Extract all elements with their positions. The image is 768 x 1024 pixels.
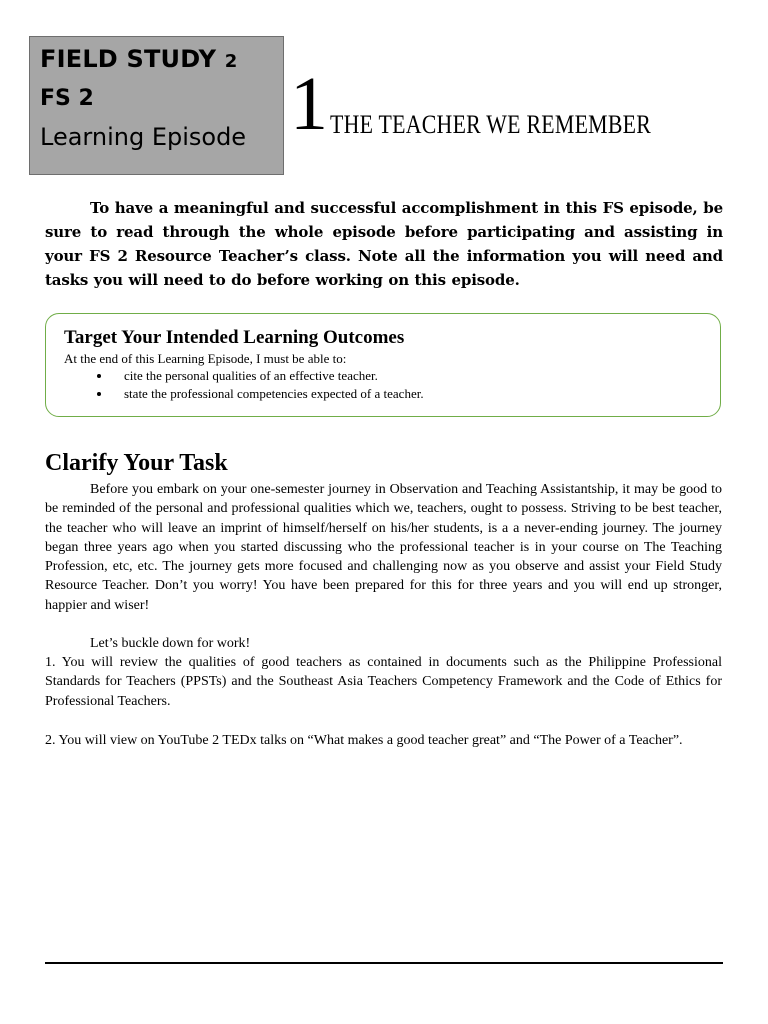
task-item-1: 1. You will review the qualities of good teachers as contained in documents such as the Philippine Professional Standards for Teachers (PPSTs) and the Southeast Asia Teachers Competency Framework and the Code of Ethics for Professional Teachers. (45, 655, 722, 709)
clarify-paragraph: Before you embark on your one-semester journey in Observation and Teaching Assistantship, it may be good to be reminded of the personal and professional qualities which we, teachers, ought to possess. Striving to be best teacher, the teacher who will leave an imprint of himself/herself on his/her students, is a a never-ending journey. The journey began three years ago when you started discussing who the professional teacher is in your course on The Teaching Profession, etc, etc. The journey gets more focused and challenging now as you observe and assist your Field Study Resource Teacher. Don’t you worry! You have been prepared for this for three years and you will end up stronger, happier and wiser! (45, 482, 722, 613)
outcomes-heading: Target Your Intended Learning Outcomes (64, 327, 405, 348)
outcome-item: • state the professional competencies expected of a teacher. (112, 385, 720, 403)
episode-label-box (29, 36, 284, 175)
episode-number: 1 (290, 62, 328, 146)
episode-title: THE TEACHER WE REMEMBER (330, 110, 652, 139)
outcome-item: • cite the personal qualities of an effective teacher. (112, 367, 720, 385)
outcomes-list (64, 367, 720, 403)
field-study-label: FIELD STUDY 2 (40, 45, 238, 73)
footer-divider (45, 962, 723, 964)
task-item-2: 2. You will view on YouTube 2 TEDx talks on “What makes a good teacher great” and “The Power of a Teacher”. (45, 733, 683, 748)
clarify-heading: Clarify Your Task (45, 450, 228, 476)
learning-outcomes-box (45, 313, 721, 417)
intro-paragraph: To have a meaningful and successful accomplishment in this FS episode, be sure to read through the whole episode before participating and assisting in your FS 2 Resource Teacher’s class. Note all the information you will need and tasks you will need to do before working on this episode. (45, 199, 723, 289)
field-study-number: 2 (224, 51, 238, 72)
buckle-down-line: Let’s buckle down for work! (90, 636, 251, 651)
outcomes-subtext: At the end of this Learning Episode, I must be able to: (64, 351, 347, 366)
learning-episode-label: Learning Episode (40, 123, 247, 151)
fs-label: FS 2 (40, 86, 94, 111)
